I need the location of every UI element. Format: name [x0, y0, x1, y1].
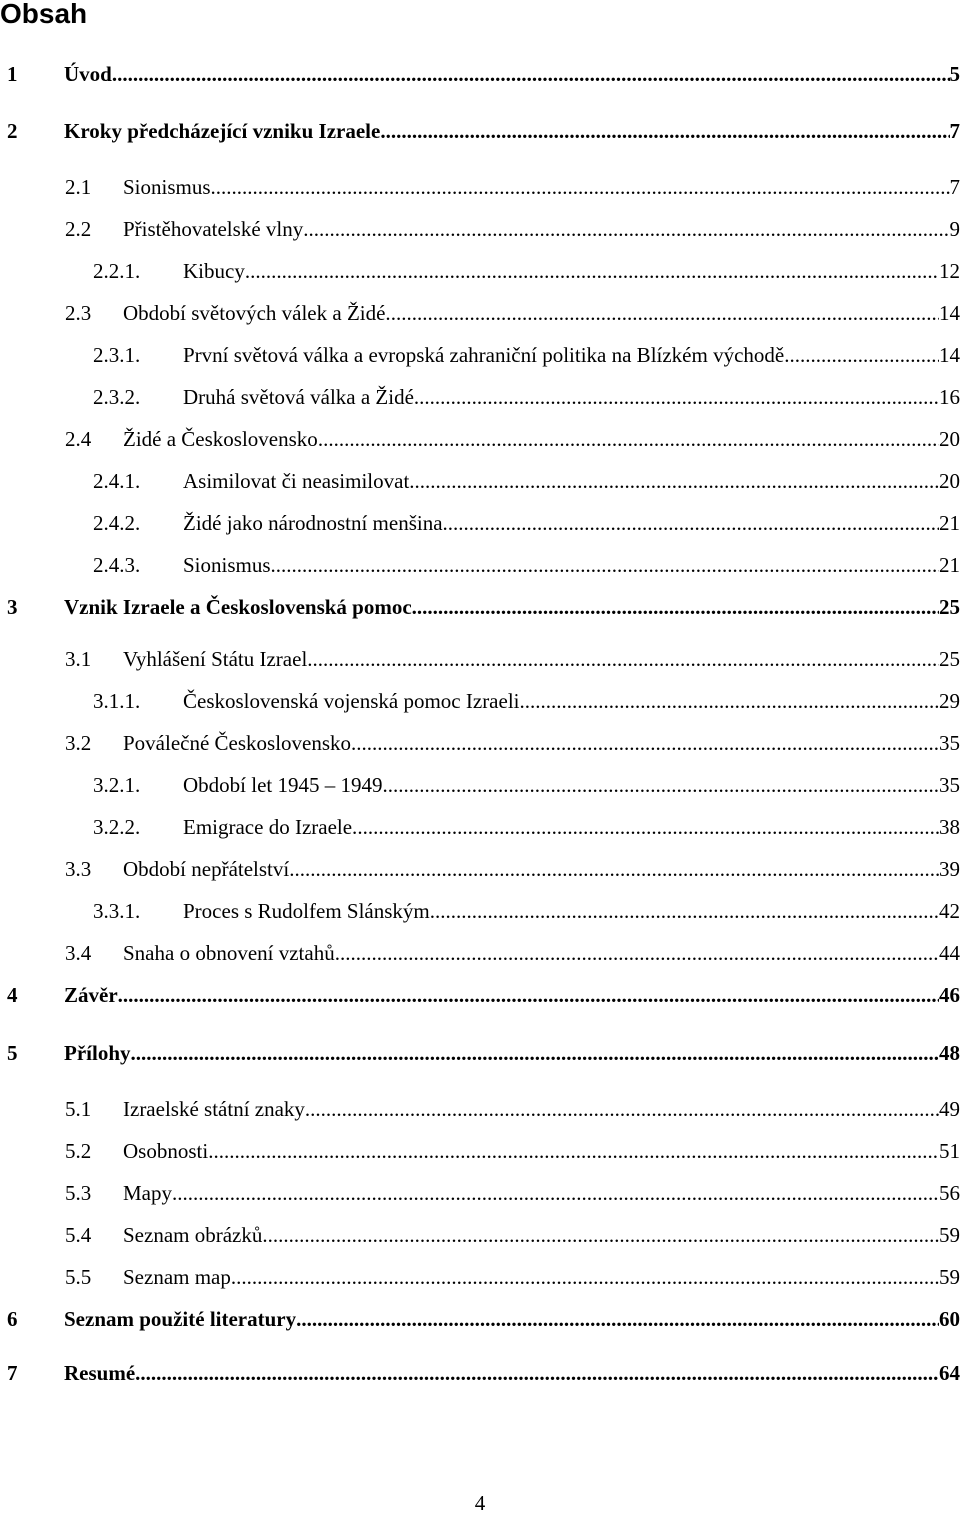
toc-entry-page: 21 — [939, 550, 960, 580]
dot-leader — [386, 116, 950, 146]
toc-entry[interactable] — [0, 508, 960, 538]
toc-entry-number: 6 — [7, 1304, 64, 1334]
toc-entry-title: Období nepřátelství — [123, 854, 289, 884]
dot-leader — [135, 1358, 939, 1388]
toc-entry-number: 2.2 — [65, 214, 123, 244]
dot-leader — [419, 382, 939, 412]
toc-entry-number: 2.2.1. — [93, 256, 183, 286]
dot-leader — [357, 812, 939, 842]
toc-entry-number: 1 — [7, 59, 64, 89]
toc-entry-number: 2.4 — [65, 424, 123, 454]
toc-entry-number: 5 — [7, 1038, 64, 1068]
toc-entry-page: 44 — [939, 938, 960, 968]
toc-entry-number: 3.4 — [65, 938, 123, 968]
toc-entry-title: Seznam obrázků — [123, 1220, 262, 1250]
toc-entry-title: Proces s Rudolfem Slánským — [183, 896, 430, 926]
toc-entry[interactable] — [0, 1262, 960, 1292]
toc-entry-page: 59 — [939, 1262, 960, 1292]
toc-entry-title: Druhá světová válka a Židé. — [183, 382, 419, 412]
toc-entry[interactable] — [0, 1136, 960, 1166]
dot-leader — [430, 896, 939, 926]
toc-entry-title: Přistěhovatelské vlny — [123, 214, 303, 244]
toc-entry-title: Seznam použité literatury — [64, 1304, 296, 1334]
toc-entry-title: Emigrace do Izraele. — [183, 812, 357, 842]
toc-entry[interactable] — [0, 214, 960, 244]
toc-entry-page: 59 — [939, 1220, 960, 1250]
toc-entry-page: 46 — [939, 980, 960, 1010]
toc-entry-page: 21 — [939, 508, 960, 538]
dot-leader — [303, 214, 949, 244]
toc-entry-page: 7 — [950, 116, 960, 146]
toc-entry-number: 3.2 — [65, 728, 123, 758]
toc-entry-title: Československá vojenská pomoc Izraeli — [183, 686, 520, 716]
toc-entry-title: Snaha o obnovení vztahů. — [123, 938, 340, 968]
dot-leader — [443, 508, 939, 538]
toc-entry-page: 29 — [939, 686, 960, 716]
toc-entry-page: 38 — [939, 812, 960, 842]
toc-entry[interactable] — [0, 1220, 960, 1250]
toc-entry-title: Kroky předcházející vzniku Izraele. — [64, 116, 386, 146]
toc-entry-number: 3.1.1. — [93, 686, 183, 716]
toc-entry[interactable] — [0, 980, 960, 1010]
toc-entry[interactable] — [0, 298, 960, 328]
toc-entry-number: 7 — [7, 1358, 64, 1388]
toc-entry-number: 2.4.1. — [93, 466, 183, 496]
toc-entry-number: 2.3.2. — [93, 382, 183, 412]
dot-leader — [388, 770, 939, 800]
toc-entry-page: 5 — [950, 59, 960, 89]
dot-leader — [351, 728, 939, 758]
toc-entry-title: Úvod — [64, 59, 112, 89]
toc-entry-title: Vznik Izraele a Československá pomoc. — [64, 592, 417, 622]
toc-entry-page: 12 — [939, 256, 960, 286]
toc-entry-title: Přílohy — [64, 1038, 131, 1068]
dot-leader — [520, 686, 940, 716]
toc-entry-number: 2.1 — [65, 172, 123, 202]
toc-entry-number: 2 — [7, 116, 64, 146]
dot-leader — [391, 298, 939, 328]
toc-entry-number: 5.5 — [65, 1262, 123, 1292]
toc-entry-number: 5.3 — [65, 1178, 123, 1208]
toc-entry-title: Mapy — [123, 1178, 172, 1208]
toc-entry[interactable] — [0, 854, 960, 884]
toc-entry[interactable] — [0, 1358, 960, 1388]
toc-entry-page: 35 — [939, 728, 960, 758]
dot-leader — [289, 854, 939, 884]
dot-leader — [245, 256, 939, 286]
toc-entry-page: 20 — [939, 466, 960, 496]
toc-entry-title: Izraelské státní znaky — [123, 1094, 305, 1124]
dot-leader — [172, 1178, 939, 1208]
toc-entry-title: Období let 1945 – 1949. — [183, 770, 388, 800]
dot-leader — [112, 59, 950, 89]
toc-entry-title: Sionismus — [183, 550, 271, 580]
dot-leader — [784, 340, 939, 370]
toc-entry-number: 4 — [7, 980, 64, 1010]
toc-entry-page: 60 — [939, 1304, 960, 1334]
toc-entry-page: 64 — [939, 1358, 960, 1388]
dot-leader — [262, 1220, 939, 1250]
toc-entry[interactable] — [0, 938, 960, 968]
page-number: 4 — [0, 1488, 960, 1518]
toc-entry-title: Seznam map — [123, 1262, 231, 1292]
toc-entry-page: 9 — [950, 214, 960, 244]
dot-leader — [305, 1094, 939, 1124]
dot-leader — [318, 424, 939, 454]
dot-leader — [231, 1262, 939, 1292]
toc-entry-number: 3.2.2. — [93, 812, 183, 842]
toc-entry-page: 49 — [939, 1094, 960, 1124]
toc-entry[interactable] — [0, 728, 960, 758]
toc-entry-title: Židé a Československo — [123, 424, 318, 454]
toc-entry[interactable] — [0, 644, 960, 674]
toc-entry-title: Osobnosti — [123, 1136, 208, 1166]
toc-entry-page: 14 — [939, 298, 960, 328]
toc-entry-page: 20 — [939, 424, 960, 454]
toc-entry-number: 5.4 — [65, 1220, 123, 1250]
toc-entry-page: 25 — [939, 644, 960, 674]
dot-leader — [208, 1136, 939, 1166]
toc-entry-title: Asimilovat či neasimilovat — [183, 466, 409, 496]
toc-entry[interactable] — [0, 172, 960, 202]
toc-entry-number: 3.3 — [65, 854, 123, 884]
toc-entry[interactable] — [0, 1178, 960, 1208]
toc-entry-title: Poválečné Československo — [123, 728, 351, 758]
toc-entry-title: Židé jako národnostní menšina — [183, 508, 443, 538]
toc-entry-number: 3.2.1. — [93, 770, 183, 800]
dot-leader — [211, 172, 950, 202]
toc-entry[interactable] — [0, 116, 960, 146]
toc-entry-title: Kibucy — [183, 256, 245, 286]
dot-leader — [271, 550, 939, 580]
toc-entry[interactable] — [0, 770, 960, 800]
toc-entry[interactable] — [0, 686, 960, 716]
toc-entry-number: 2.4.2. — [93, 508, 183, 538]
toc-entry-title: První světová válka a evropská zahraniční politika na Blízkém východě — [183, 340, 784, 370]
dot-leader — [417, 592, 939, 622]
toc-entry-title: Období světových válek a Židé. — [123, 298, 391, 328]
toc-entry[interactable] — [0, 59, 960, 89]
toc-entry-page: 56 — [939, 1178, 960, 1208]
dot-leader — [118, 980, 939, 1010]
toc-entry[interactable] — [0, 466, 960, 496]
dot-leader — [131, 1038, 940, 1068]
toc-entry[interactable] — [0, 1304, 960, 1334]
toc-entry-title: Sionismus — [123, 172, 211, 202]
toc-entry[interactable] — [0, 550, 960, 580]
toc-entry-number: 2.4.3. — [93, 550, 183, 580]
toc-entry[interactable] — [0, 1038, 960, 1068]
toc-entry-page: 25 — [939, 592, 960, 622]
toc-entry-title: Vyhlášení Státu Izrael. — [123, 644, 313, 674]
toc-entry-page: 48 — [939, 1038, 960, 1068]
toc-entry-page: 42 — [939, 896, 960, 926]
dot-leader — [296, 1304, 939, 1334]
toc-entry-page: 51 — [939, 1136, 960, 1166]
toc-entry[interactable] — [0, 592, 960, 622]
toc-entry-number: 2.3 — [65, 298, 123, 328]
toc-entry-number: 5.2 — [65, 1136, 123, 1166]
toc-entry-title: Resumé — [64, 1358, 135, 1388]
toc-entry-number: 3 — [7, 592, 64, 622]
dot-leader — [340, 938, 939, 968]
toc-entry-page: 16 — [939, 382, 960, 412]
toc-entry[interactable] — [0, 1094, 960, 1124]
toc-entry-number: 5.1 — [65, 1094, 123, 1124]
toc-entry-page: 7 — [950, 172, 960, 202]
toc-entry-page: 39 — [939, 854, 960, 884]
toc-entry-number: 2.3.1. — [93, 340, 183, 370]
toc-entry[interactable] — [0, 896, 960, 926]
dot-leader — [313, 644, 939, 674]
toc-entry-title: Závěr — [64, 980, 118, 1010]
toc-entry-number: 3.1 — [65, 644, 123, 674]
toc-entry-page: 35 — [939, 770, 960, 800]
page-heading: Obsah — [0, 0, 87, 30]
toc-entry[interactable] — [0, 424, 960, 454]
toc-entry[interactable] — [0, 812, 960, 842]
dot-leader — [409, 466, 939, 496]
toc-entry-number: 3.3.1. — [93, 896, 183, 926]
toc-entry-page: 14 — [939, 340, 960, 370]
toc-entry[interactable] — [0, 340, 960, 370]
toc-entry[interactable] — [0, 256, 960, 286]
toc-entry[interactable] — [0, 382, 960, 412]
